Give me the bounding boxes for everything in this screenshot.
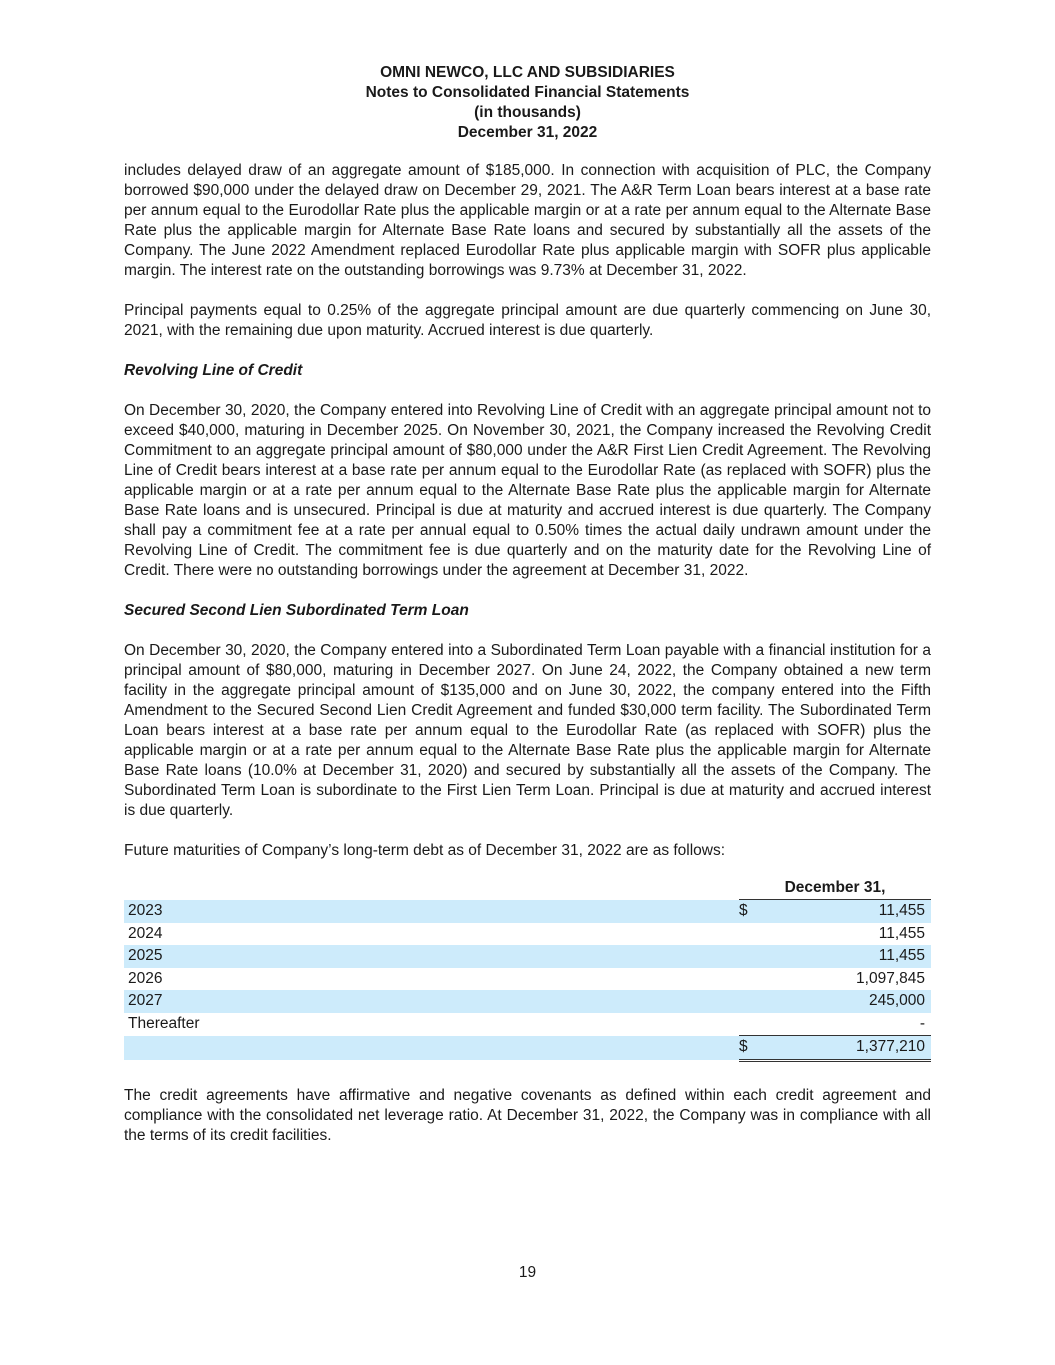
table-row — [124, 1013, 931, 1036]
total-label — [124, 1036, 739, 1061]
document-title: Notes to Consolidated Financial Statements — [365, 84, 690, 101]
row-currency — [739, 945, 759, 968]
row-amount: 11,455 — [759, 900, 931, 923]
principal-payments-paragraph: Principal payments equal to 0.25% of the aggregate principal amount are due quarterly commencing on June 30, 2021, with the remaining due upon maturity. Accrued interest is due quarterly. — [124, 302, 931, 339]
table-row — [124, 900, 931, 923]
revolving-credit-heading: Revolving Line of Credit — [124, 362, 303, 379]
row-currency — [739, 1013, 759, 1036]
table-row — [124, 990, 931, 1013]
table-row — [124, 923, 931, 946]
table-row — [124, 968, 931, 991]
row-currency — [739, 923, 759, 946]
future-maturities-intro: Future maturities of Company’s long-term debt as of December 31, 2022 are as follows: — [124, 842, 726, 859]
page-number: 19 — [518, 1264, 537, 1281]
row-label: 2024 — [128, 924, 163, 942]
total-currency: $ — [739, 1036, 759, 1061]
row-label: 2026 — [128, 969, 163, 987]
row-amount: 11,455 — [878, 924, 925, 942]
row-currency — [739, 968, 759, 991]
row-label: 2025 — [124, 945, 739, 968]
covenants-paragraph: The credit agreements have affirmative and negative covenants as defined within each credit agreement and compliance with the consolidated net leverage ratio. At December 31, 2022, the Company was in compliance with all the terms of its credit facilities. — [124, 1086, 931, 1144]
units-note: (in thousands) — [474, 104, 581, 121]
second-lien-heading: Secured Second Lien Subordinated Term Loan — [124, 602, 469, 619]
row-label: Thereafter — [128, 1015, 200, 1032]
document-header — [0, 63, 1055, 143]
future-maturities-table — [124, 877, 931, 1062]
row-label: 2027 — [124, 990, 739, 1013]
table-row — [124, 945, 931, 968]
row-amount: - — [919, 1014, 925, 1032]
table-total-row — [124, 1036, 931, 1061]
row-label: 2023 — [124, 900, 739, 923]
second-lien-paragraph: On December 30, 2020, the Company entered into a Subordinated Term Loan payable with a financial institution for a principal amount of $80,000, maturing in December 2027. On June 24, 2022, the Company obtained a new term facility in the aggregate principal amount of $135,000 and on June 30, 2022, the company entered into the Fifth Amendment to the Secured Second Lien Credit Agreement and funded $30,000 term facility. The Subordinated Term Loan bears interest at a base rate per annum equal to the Eurodollar Rate (as replaced with SOFR) plus the applicable margin or at a rate per annum equal to the Alternate Base Rate plus the applicable margin for Alternate Base Rate loans (10.0% at December 31, 2020) and secured by substantially all the assets of the Company. The Subordinated Term Loan is subordinate to the First Lien Term Loan. Principal is due at maturity and accrued interest is due quarterly. — [124, 642, 931, 819]
term-loan-paragraph: includes delayed draw of an aggregate amount of $185,000. In connection with acquisition of PLC, the Company borrowed $90,000 under the delayed draw on December 29, 2021. The A&R Term Loan bears interest at a base rate per annum equal to the Eurodollar Rate plus the applicable margin or at a rate per annum equal to the Alternate Base Rate plus the applicable margin for Alternate Base Rate loans and secured by substantially all the assets of the Company. The June 2022 Amendment replaced Eurodollar Rate plus applicable margin with SOFR plus applicable margin. The interest rate on the outstanding borrowings was 9.73% at December 31, 2022. — [124, 162, 931, 279]
row-currency: $ — [739, 900, 759, 923]
statement-date: December 31, 2022 — [457, 124, 598, 141]
row-amount: 1,097,845 — [856, 969, 925, 987]
total-amount: 1,377,210 — [759, 1036, 931, 1061]
column-header: December 31, — [739, 877, 931, 900]
revolving-credit-paragraph: On December 30, 2020, the Company entered into Revolving Line of Credit with an aggregate principal amount not to exceed $40,000, maturing in December 2025. On November 30, 2021, the Company increased the Revolving Credit Commitment to an aggregate principal amount of $80,000 under the A&R First Lien Credit Agreement. The Revolving Line of Credit bears interest at a base rate per annum equal to the Eurodollar Rate (as replaced with SOFR) plus the applicable margin or at a rate per annum equal to the Alternate Base Rate plus the applicable margin for Alternate Base Rate loans and is unsecured. Principal is due at maturity and accrued interest is due quarterly. The Company shall pay a commitment fee at a rate per annual equal to 0.50% times the actual daily undrawn amount under the Revolving Line of Credit. The commitment fee is due quarterly and on the maturity date for the Revolving Line of Credit. There were no outstanding borrowings under the agreement at December 31, 2022. — [124, 402, 931, 579]
row-amount: 11,455 — [759, 945, 931, 968]
company-name: OMNI NEWCO, LLC AND SUBSIDIARIES — [380, 64, 675, 81]
row-currency — [739, 990, 759, 1013]
table-header-row — [124, 877, 931, 900]
document-body — [124, 161, 931, 1166]
row-amount: 245,000 — [759, 990, 931, 1013]
